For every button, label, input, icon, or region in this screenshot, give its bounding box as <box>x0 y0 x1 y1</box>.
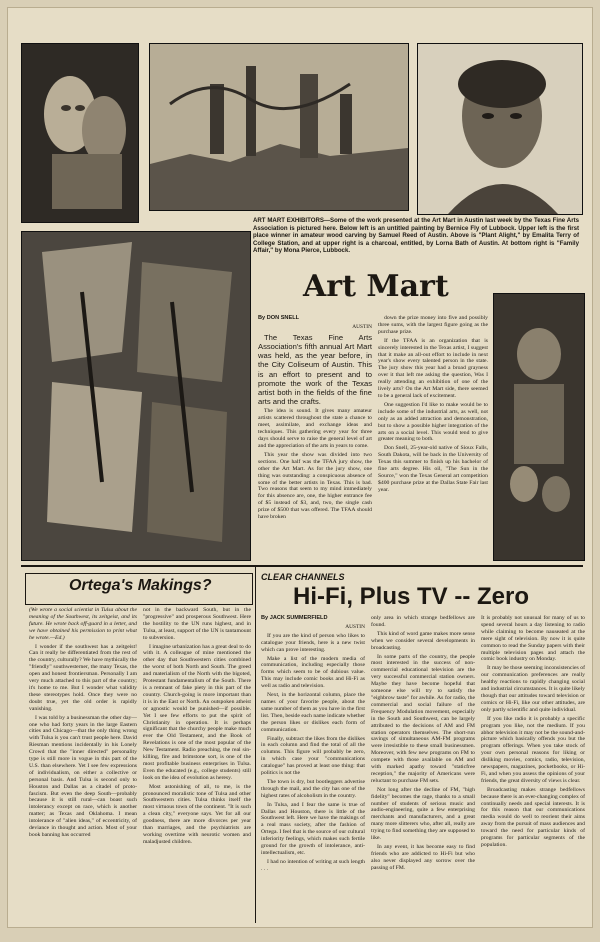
caption-lead: ART MART EXHIBITORS <box>253 217 324 224</box>
art-mart-byline: By DON SNELL <box>258 315 300 321</box>
paragraph: Most astonishing of all, to me, is the pronounced moralistic tone of Tulsa and other Southwestern cities. Tulsa thinks itself the most virtuous town of the continent. "It is such a clean city," everyone says. Yet for all our goodness, there are more divorces per year than marriages, and the psychiatrists are working overtime with neurotic women and maladjusted children. <box>143 783 251 845</box>
paragraph: This year the show was divided into two sections. One half was the TFAA jury show, the other the Art Mart. As for the jury show, one thing was outstanding: a conspicuous absence of some of the better artists in Texas. This is bad. Two reasons that seem to my mind immediately for this absence are, one, the higher entrance fee of $5 instead of $3, and, two, the single cash prize of $500 that was offered. The TFAA should have broken <box>258 451 372 521</box>
photo-charcoal-portrait <box>417 43 583 215</box>
clear-channels-kicker: CLEAR CHANNELS <box>261 572 345 582</box>
photo-caption <box>253 217 579 255</box>
hifi-column-3 <box>481 615 585 923</box>
paragraph: Make a list of the modern media of communication, including especially those forms which seem to be of dubious value. This may include comic books and Hi-Fi as well as radio and television. <box>261 655 365 690</box>
paragraph: not in the backward South, but in the "progressive" and prosperous Southwest. Here the hostility to the UN runs highest, and in Tulsa, at least, support of the UN is tantamount to subversion. <box>143 607 251 641</box>
paragraph: If you like radio it is probably a specific program you like, not the medium. If you abhor television it may not be the sound-and-picture which basically offends you but the program offerings. When you take stock of your own personal reasons for liking or disliking movies, comics, radio, television, newspapers, magazines, pocketbooks, or Hi-Fi, and when you assess the opinions of your friends, the great diversity of views is clear. <box>481 715 585 784</box>
hifi-column-1 <box>261 615 365 923</box>
art-mart-dateline: AUSTIN <box>352 323 372 330</box>
paragraph: down the prize money into five and possibly three sums, with the largest figure going as the purchase prize. <box>378 315 488 335</box>
paragraph: In some parts of the country, the people most interested in the success of non-commercial educational television are the very successful commercial station owners. Maybe they have become hopeful that someone else will try to satisfy the "eighbrow taste" for awhile. As for radio, the commercial and social failure of the Frequency Modulation movement, especially in the South and Southwest, can be largely attributed to the decisions of AM and FM station operators themselves. The short-run savings of simultaneous AM-FM programs were irresistible to these small businessmen. Moreover, with few new programs on FM to compete with those available on AM and with marked apathy toward "staticfree reception," the majority of Americans were reluctant to purchase FM sets. <box>371 653 475 784</box>
paragraph: Finally, subtract the likes from the dislikes in each column and find the total of all the columns. This figure will probably be zero, in which case your "communications catalogue" has proved at least one thing: that politics is not the <box>261 735 365 777</box>
art-mart-lede: The Texas Fine Arts Association's fifth annual Art Mart was held, as the year before, in the City Coliseum of Austin. This is an effort to present and to promote the work of the Texas artist both in the fields of the fine arts and the crafts. <box>258 332 372 407</box>
ortega-column-2 <box>143 607 251 923</box>
paragraph: If you are the kind of person who likes to catalogue your friends, here is a new twist which can prove interesting. <box>261 632 365 653</box>
paragraph: I imagine urbanization has a great deal to do with it. A colleague of mine mentioned the other day that Southwestern cities combined the worst of both North and South. The greed and materialism of the North with the bigoted, Protestant fundamentalism of the South. There is a remnant of fake piety in this part of the country. Church-going is more important than it is in the East or North. An outspoken atheist or agnostic would be punished—if possible. Yet I see few efforts to put the spirit of Christianity in operation. It is perhaps significant that the churchy people make much ever the Old Testament, and the Book of Revelations is one of the most popular of the New Testament. Radio preaching, the real sin-killing, fire and brimstone sort, is one of the most profitable business enterprises in Tulsa. Even the educated (e.g., college students) still look on the idea of evolution as heresy. <box>143 643 251 781</box>
hifi-byline: By JACK SUMMERFIELD <box>261 615 328 621</box>
hifi-headline: Hi-Fi, Plus TV -- Zero <box>293 583 530 610</box>
paragraph: It is probably not unusual for many of us to spend several hours a day listening to radio while claiming to become nauseated at the mere sight of television. By now it is quite common to read the Sunday papers with their multiple television pages and attach the comic book industry on Monday. <box>481 615 585 663</box>
paragraph: I had no intention of writing at such length . . . <box>261 858 365 872</box>
photo-untitled-painting <box>21 231 251 561</box>
paragraph: If the TFAA is an organization that is sincerely interested in the Texas artist, I suggest that it make an all-out effort to include in next year's show every talented person in the state. The jury show this year had a broad grayness over it that left me asking the question, Was I really attending an exhibition of one of the lively arts? On the Art Mart side, there seemed to be a general lack of excitement. <box>378 337 488 399</box>
newspaper-page <box>7 7 593 928</box>
paragraph: only area in which strange bedfellows are found. <box>371 615 475 628</box>
paragraph: In Tulsa, and I fear the same is true of Dallas and Houston, there is little of the Southwest left. Here we have the makings of a real mass society, after the fashion of Ortega. I feel that is the source of our cultural inferiority feelings, which makes such fertile ground for the growth of intolerance, anti-intellectualism, etc. <box>261 801 365 856</box>
paragraph: Not long after the decline of FM, "high fidelity" becomes the rage, thanks to a small number of students of serious music and audio-engineering, quite a few enterprising merchants and manufacturers, and a great many more slitterers who, after all, really are trying to find something they are supposed to like. <box>371 786 475 842</box>
section-divider <box>21 565 583 567</box>
photo-family-affair <box>493 293 585 561</box>
art-mart-column-1 <box>258 315 372 559</box>
paragraph: Next, in the horizontal column, place the names of your favorite people, about the same number of them as you have in the first list. Then, beside each name indicate whether the person likes or dislikes each form of communication. <box>261 692 365 733</box>
ortega-editor-note: (We wrote a social scientist in Tulsa about the meaning of the Southwest, its zeitgeist, and its future. He wrote back off-guard in a letter, and we have obtained his permission to print what he wrote.—Ed.) <box>29 607 137 641</box>
hifi-column-2 <box>371 615 475 923</box>
paragraph: One suggestion I'd like to make would be to include some of the industrial arts, as well, not only as an added attraction and demonstration, but to show a possible higher integration of the arts on a social level. This would tend to give greater meaning to both. <box>378 401 488 443</box>
ortega-column-1 <box>29 607 137 923</box>
paragraph: This kind of word game makes more sense when we consider several developments in broadcasting. <box>371 630 475 651</box>
paragraph: Broadcasting makes strange bedfellows because there is an ever-changing complex of continually needs and special interests. It is for this reason that our communications media would do well to reorient their aims away from the pursuit of mass audiences and toward the need for particular kinds of programs for particular segments of the population. <box>481 786 585 848</box>
paragraph: The idea is sound. It gives many amateur artists scattered throughout the state a chance to meet, assimilate, and exchange ideas and techniques. This gathering every year for three days should serve to raise the general level of art and the appreciation of the arts in years to come. <box>258 408 372 449</box>
paragraph: In any event, it has become easy to find friends who are addicted to Hi-Fi but who also never displayed any sorrow over the passing of FM. <box>371 844 475 871</box>
art-mart-headline: Art Mart <box>303 269 449 304</box>
photo-wood-carving <box>21 43 139 223</box>
caption-text: —Some of the work presented at the Art Mart in Austin last week by the Texas Fine Arts Association is pictured here. Below left is an untitled painting by Bernice Fly of Lubbock. Upper left is the first place winner in amateur wood carving by Samuel Reed of Austin. Above is "Plant Alight," by Emalita Terry of College Station, and at upper right is a charcoal, entitled, by Lorna Bath of Austin. At bottom right is "Family Affair," by Mona Pierce, Lubbock. <box>253 217 579 254</box>
photo-plant-alight <box>149 43 409 211</box>
ortega-headline: Ortega's Makings? <box>69 577 212 594</box>
paragraph: I was told by a businessman the other day—one who had forty years in the large Eastern cities and Chicago—that the only thing wrong with Tulsa is you can't trust people here. David Riesman mentions incidentally in his Lonely Crowd that the "inner directed" personality type is still more in vogue in this part of the U.S. than elsewhere. Yet I see few expressions of individualism, on either a collective or personal basis. And Tulsa is second only to Houston and Dallas as a citadel of proto-fascism. But even the deep South—probably because it is still rural—can boast such intolerancy except on race, which is another matter; as Texas and Oklahoma. I mean intolerance of "alien ideas," of eccentricity, of deviance in thought and action. Most of your book banning has occurred <box>29 714 137 838</box>
art-mart-column-2 <box>378 315 488 559</box>
paragraph: It may be those seeming inconsistencies of our communication preferences are really healthy reactions to rapidly changing social and industrial circumstances. It is quite likely though that our attitudes toward television or comics or Hi-Fi, like our other attitudes, are only partly scientific and quite individual. <box>481 665 585 713</box>
hifi-dateline: AUSTIN <box>345 623 365 630</box>
paragraph: The town is dry, but bootleggers advertise through the mail, and the city has one of the highest rates of alcoholism in the country. <box>261 778 365 799</box>
column-divider <box>255 567 256 923</box>
paragraph: I wonder if the southwest has a zeitgeist! Can it really be differentiated from the rest of the country, culturally? We have mythically the "friendly" southwesterner, the many Texas, the open and honest frontiersman. Personally I am very much attached to this part of the country; it's home to me. But I wonder what validity these stereotypes hold. Once they were no doubt true, yet the old order is rapidly vanishing. <box>29 643 137 712</box>
paragraph: Don Snell, 25-year-old native of Sioux Falls, South Dakota, will be back in the University of Texas this summer to finish up his bachelor of fine arts degree. His oil, "The Sun in the Source," won the Texas General art competition $400 purchase prize at the Dallas State Fair last year. <box>378 445 488 493</box>
